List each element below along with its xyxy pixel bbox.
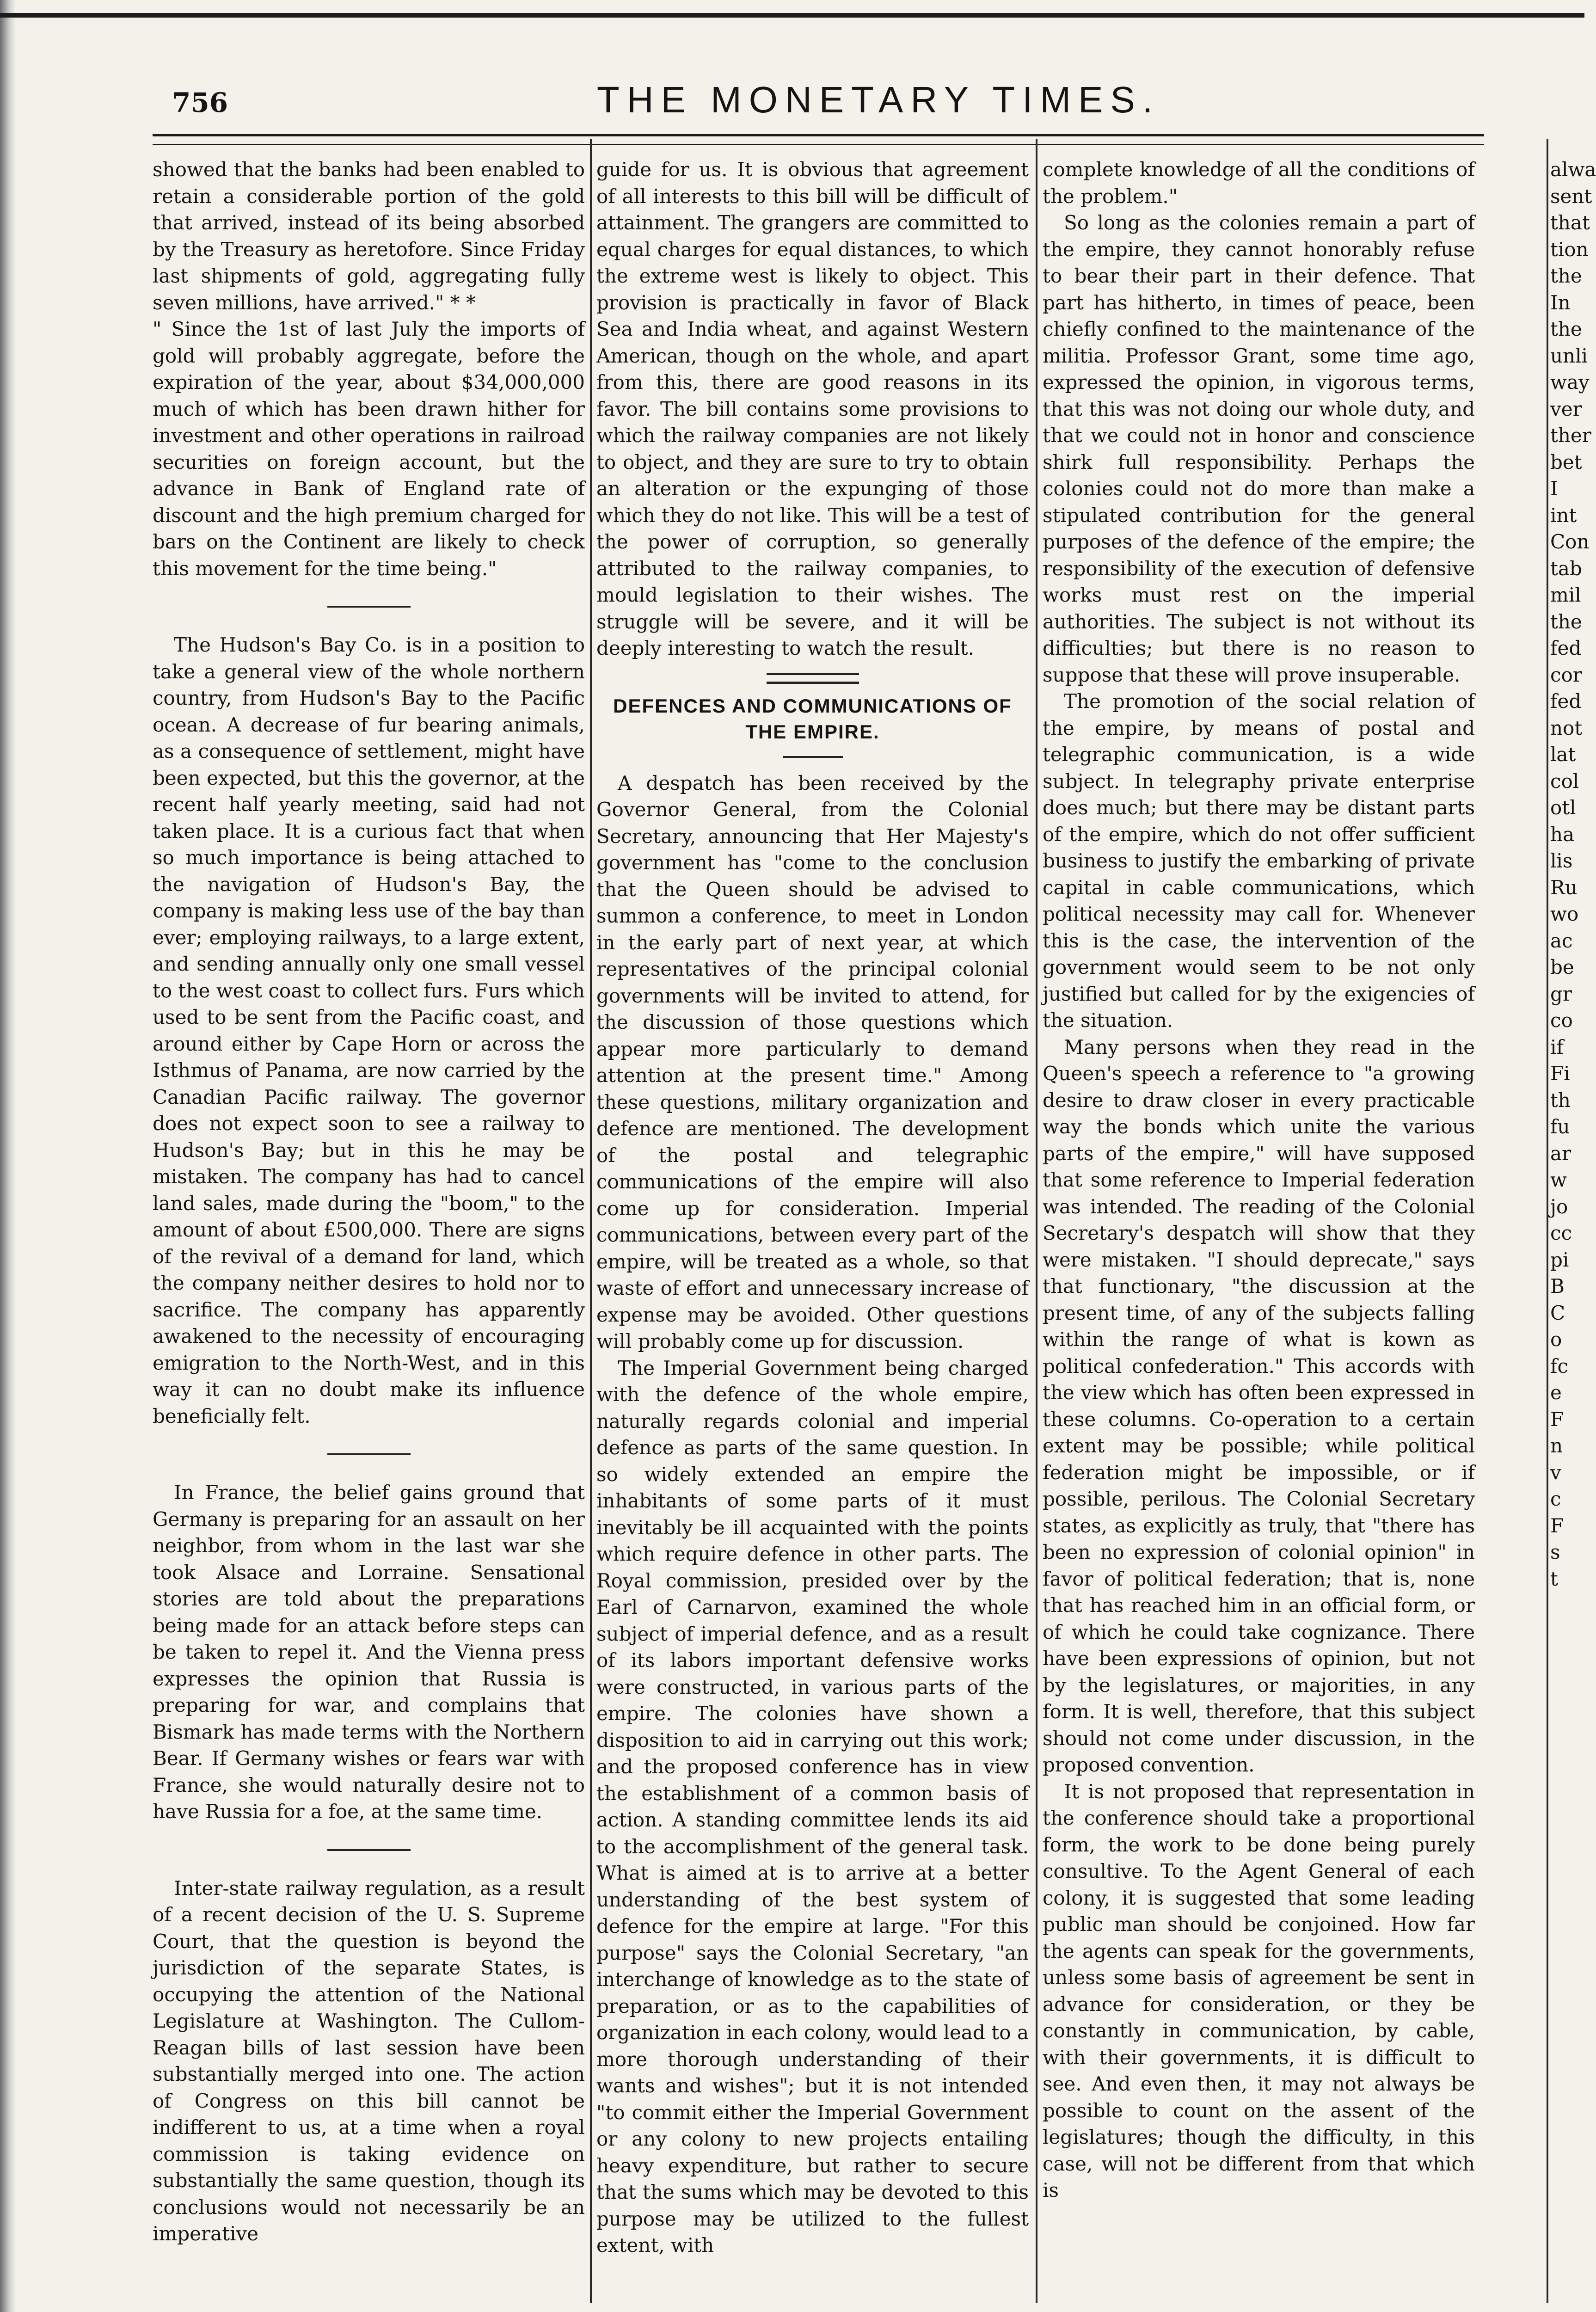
adjacent-text-fragment: pi [1550, 1248, 1569, 1271]
adjacent-text-fragment: e [1550, 1381, 1562, 1404]
article-paragraph: " Since the 1st of last July the imports of gold will probably aggregate, before the expiration of the year, about $34,000,000 much of which has been drawn hither for investment and other operations in railroad securities on foreign account, but the advance in Bank of England rate of discount and the high premium charged for bars on the Continent are likely to check this movement for the time being." [153, 318, 585, 580]
article-paragraph: In France, the belief gains ground that Germany is preparing for an assault on her neighbor, from whom in the last war she took Alsace and Lorraine. Sensational stories are told about the preparations being made for an attack before steps can be taken to repel it. And the Vienna press expresses the opinion that Russia is preparing for war, and complains that Bismark has made terms with the Northern Bear. If Germany wishes or fears war with France, she would naturally desire not to have Russia for a foe, at the same time. [153, 1481, 585, 1823]
adjacent-text-fragment: ther [1550, 424, 1591, 447]
column-1 [153, 156, 585, 2302]
adjacent-text-fragment: be [1550, 956, 1574, 978]
adjacent-text-fragment: I [1550, 477, 1558, 500]
article-separator-rule [327, 1849, 411, 1851]
article-separator-rule [327, 1453, 411, 1455]
adjacent-text-fragment: B [1550, 1275, 1565, 1297]
article-paragraph: complete knowledge of all the conditions of the problem." [1043, 158, 1475, 208]
adjacent-text-fragment: Ru [1550, 876, 1578, 899]
adjacent-text-fragment: if [1550, 1035, 1564, 1058]
adjacent-text-fragment: th [1550, 1088, 1571, 1112]
adjacent-text-fragment: ac [1550, 929, 1573, 952]
adjacent-text-fragment: not [1550, 716, 1583, 739]
adjacent-text-fragment: mil [1550, 584, 1581, 606]
column-2 [596, 156, 1029, 2302]
adjacent-text-fragment: jo [1550, 1195, 1568, 1218]
adjacent-text-fragment: F [1550, 1408, 1564, 1431]
section-title: DEFENCES AND COMMUNICATIONS OF THE EMPIRE. [613, 695, 1012, 743]
adjacent-text-fragment: Fi [1550, 1062, 1570, 1085]
adjacent-text-fragment: v [1550, 1461, 1561, 1484]
adjacent-text-fragment: int [1550, 504, 1577, 527]
header-double-rule [153, 134, 1484, 145]
article-paragraph: guide for us. It is obvious that agreement of all interests to this bill will be difficult of attainment. The grangers are committed to equal charges for equal distances, to which the extreme west is likely to object. This provision is practically in favor of Black Sea and India wheat, and against Western American, though on the whole, and apart from this, there are good reasons in its favor. The bill contains some provisions to which the railway companies are not likely to object, and they are sure to try to obtain an alteration or the expunging of those which they do not like. This will be a test of the power of corruption, so generally attributed to the railway companies, to mould legislation to their wishes. The struggle will be severe, and it will be deeply interesting to watch the result. [596, 158, 1029, 659]
adjacent-text-fragment: lat [1550, 743, 1576, 766]
adjacent-text-fragment: otl [1550, 796, 1576, 819]
column-3 [1043, 156, 1475, 2302]
page-number: 756 [172, 87, 228, 118]
article-separator-rule [327, 606, 411, 608]
adjacent-text-fragment: C [1550, 1301, 1565, 1324]
adjacent-text-fragment: lis [1550, 849, 1573, 872]
adjacent-text-fragment: t [1550, 1567, 1558, 1590]
adjacent-text-fragment: alwa [1550, 158, 1596, 181]
adjacent-text-fragment: the [1550, 610, 1582, 633]
adjacent-page-strip [1547, 0, 1596, 2312]
masthead-title: THE MONETARY TIMES. [596, 79, 1160, 120]
article-paragraph: A despatch has been received by the Governor General, from the Colonial Secretary, announcing that Her Majesty's government has "come to the conclusion that the Queen should be advised to summon a conference, to meet in London in the early part of next year, at which representatives of the principal colonial governments will be invited to attend, for the discussion of those questions which appear more particularly to demand attention at the present time." Among these questions, military organization and defence are mentioned. The development of the postal and telegraphic communications of the empire will also come up for consideration. Imperial communications, between every part of the empire, will be treated as a whole, so that waste of effort and unnecessary increase of expense may be avoided. Other questions will probably come up for discussion. [596, 771, 1029, 1353]
article-paragraph: Many persons when they read in the Queen's speech a reference to "a growing desire to draw closer in every practicable way the bonds which unite the various parts of the empire," will have supposed that some reference to Imperial federation was intended. The reading of the Colonial Secretary's despatch will show that they were mistaken. "I should deprecate," says that functionary, "the discussion at the present time, of any of the subjects falling within the range of what is kown as political confederation." This accords with the view which has often been expressed in these columns. Co-operation to a certain extent may be possible; while political federation might be impossible, or if possible, perilous. The Colonial Secretary states, as explicitly as truly, that "there has been no expression of colonial opinion" in favor of political federation; that is, none that has reached him in an official form, or of which he could take cognizance. There have been expressions of opinion, but not by the legislatures, or majorities, in any form. It is well, therefore, that this subject should not come under discussion, in the proposed convention. [1043, 1035, 1475, 1776]
adjacent-text-fragment: cor [1550, 663, 1582, 686]
adjacent-text-fragment: col [1550, 769, 1579, 793]
adjacent-text-fragment: that [1550, 211, 1590, 234]
column-divider-1 [590, 139, 592, 2303]
column-divider-2 [1036, 139, 1037, 2303]
adjacent-text-fragment: unli [1550, 344, 1588, 367]
adjacent-text-fragment: fc [1550, 1354, 1569, 1377]
top-border-line [0, 13, 1584, 18]
article-paragraph: Inter-state railway regulation, as a result of a recent decision of the U. S. Supreme Court, that the question is beyond the jurisdiction of the separate States, is occupying the attention of the National Legislature at Washington. The Cullom-Reagan bills of last session have been substantially merged into one. The action of Congress on this bill cannot be indifferent to us, at a time when a royal commission is taking evidence on substantially the same question, though its conclusions would not necessarily be an imperative [153, 1876, 585, 2245]
adjacent-page-fragments [1550, 156, 1596, 1592]
adjacent-text-fragment: Con [1550, 530, 1590, 553]
adjacent-text-fragment: ver [1550, 397, 1582, 420]
adjacent-text-fragment: cc [1550, 1222, 1572, 1244]
page-binding-edge [0, 0, 16, 2312]
section-title-underline [783, 756, 843, 758]
article-paragraph: The promotion of the social relation of the empire, by means of postal and telegraphic communication, is a wide subject. In telegraphy private enterprise does much; but there may be distant parts of the empire, which do not offer sufficient business to justify the embarking of private capital in cable communications, which political necessity may call for. Whenever this is the case, the intervention of the government would seem to be not only justified but called for by the exigencies of the situation. [1043, 690, 1475, 1032]
adjacent-text-fragment: fed [1550, 637, 1582, 659]
adjacent-text-fragment: gr [1550, 982, 1572, 1005]
article-paragraph: showed that the banks had been enabled to retain a considerable portion of the gold that arrived, instead of its being absorbed by the Treasury as heretofore. Since Friday last shipments of gold, aggregating fully seven millions, have arrived." * * [153, 158, 585, 314]
adjacent-text-fragment: o [1550, 1328, 1562, 1351]
adjacent-text-fragment: n [1550, 1434, 1563, 1457]
adjacent-text-fragment: s [1550, 1541, 1560, 1563]
adjacent-text-fragment: fed [1550, 690, 1582, 713]
page-header [153, 79, 1484, 134]
section-heading-rule [767, 673, 859, 684]
adjacent-text-fragment: way [1550, 371, 1590, 394]
adjacent-text-fragment: ar [1550, 1142, 1571, 1165]
adjacent-text-fragment: tion [1550, 238, 1589, 261]
adjacent-text-fragment: In [1550, 291, 1571, 314]
adjacent-text-fragment: fu [1550, 1115, 1570, 1138]
adjacent-text-fragment: ha [1550, 823, 1575, 846]
adjacent-text-fragment: sent [1550, 184, 1592, 208]
article-paragraph: It is not proposed that representation in the conference should take a proportional form, the work to be done being purely consultive. To the Agent General of each colony, it is suggested that some leading public man should be conjoined. How far the agents can speak for the governments, unless some basis of agreement be sent in advance for consideration, or they be constantly in communication, by cable, with their governments, it is difficult to see. And even then, it may not always be possible to count on the assent of the legislatures; though the difficulty, in this case, will not be different from that which is [1043, 1780, 1475, 2201]
adjacent-text-fragment: c [1550, 1488, 1561, 1510]
adjacent-text-fragment: tab [1550, 557, 1582, 580]
article-paragraph: So long as the colonies remain a part of the empire, they cannot honorably refuse to bear their part in their defence. That part has hitherto, in times of peace, been chiefly confined to the maintenance of the militia. Professor Grant, some time ago, expressed the opinion, in vigorous terms, that this was not doing our whole duty, and that we could not in honor and conscience shirk full responsibility. Perhaps the colonies could not do more than make a stipulated contribution for the general purposes of the defence of the empire; the responsibility of the execution of defensive works must rest on the imperial authorities. The subject is not without its difficulties; but there is no reason to suppose that these will prove insuperable. [1043, 211, 1475, 686]
adjacent-text-fragment: F [1550, 1514, 1564, 1537]
adjacent-text-fragment: the [1550, 264, 1582, 287]
article-paragraph: The Imperial Government being charged with the defence of the whole empire, naturally regards colonial and imperial defence as parts of the same question. In so widely extended an empire the inhabitants of some parts of it must inevitably be ill acquainted with the points which require defence in other parts. The Royal commission, presided over by the Earl of Carnarvon, examined the whole subject of imperial defence, and as a result of its labors important defensive works were constructed, in various parts of the empire. The colonies have shown a disposition to aid in carrying out this work; and the proposed conference has in view the establishment of a common basis of action. A standing committee lends its aid to the accomplishment of the general task. What is aimed at is to arrive at a better understanding of the best system of defence for the empire at large. "For this purpose" says the Colonial Secretary, "an interchange of knowledge as to the state of preparation, or as to the capabilities of organization in each colony, would lead to a more thorough understanding of their wants and wishes"; but it is not intended "to commit either the Imperial Government or any colony to new projects entailing heavy expenditure, but rather to secure that the sums which may be devoted to this purpose may be utilized to the fullest extent, with [596, 1356, 1029, 2257]
adjacent-text-fragment: w [1550, 1168, 1567, 1191]
adjacent-page-divider [1547, 139, 1548, 2303]
adjacent-text-fragment: bet [1550, 450, 1582, 473]
adjacent-text-fragment: wo [1550, 903, 1579, 925]
adjacent-text-fragment: the [1550, 318, 1582, 340]
article-paragraph: The Hudson's Bay Co. is in a position to take a general view of the whole northern country, from Hudson's Bay to the Pacific ocean. A decrease of fur bearing animals, as a consequence of settlement, might have been expected, but this the governor, at the recent half yearly meeting, said had not taken place. It is a curious fact that when so much importance is being attached to the navigation of Hudson's Bay, the company is making less use of the bay than ever; employing railways, to a large extent, and sending annually only one small vessel to the west coast to collect furs. Furs which used to be sent from the Pacific coast, and around either by Cape Horn or across the Isthmus of Panama, are now carried by the Canadian Pacific railway. The governor does not expect soon to see a railway to Hudson's Bay; but in this he may be mistaken. The company has had to cancel land sales, made during the "boom," to the amount of about £500,000. There are signs of the revival of a demand for land, which the company neither desires to hold nor to sacrifice. The company has apparently awakened to the necessity of encouraging emigration to the North-West, and in this way it can no doubt make its influence beneficially felt. [153, 633, 585, 1427]
adjacent-text-fragment: co [1550, 1009, 1573, 1032]
